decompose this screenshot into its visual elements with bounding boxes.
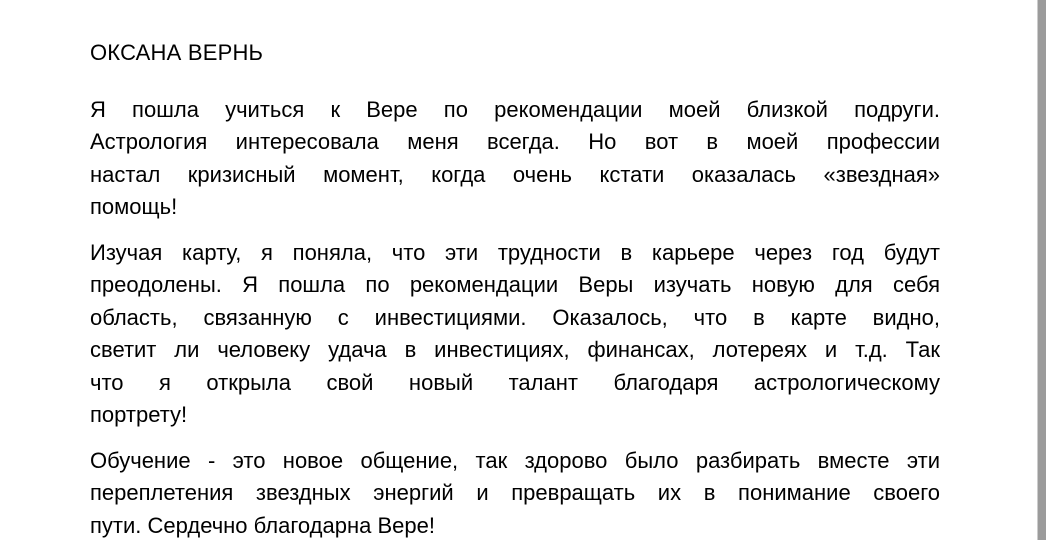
paragraph (90, 445, 940, 540)
text-line: преодолены. Я пошла по рекомендации Веры изучать новую для себя (90, 272, 940, 297)
text-line: помощь! (90, 194, 178, 219)
paragraph (90, 94, 940, 224)
scrollbar-track[interactable] (1037, 0, 1046, 540)
text-line: переплетения звездных энергий и превращать их в понимание своего (90, 480, 940, 505)
paragraph (90, 237, 940, 432)
text-line: Обучение - это новое общение, так здорово было разбирать вместе эти (90, 447, 940, 473)
text-line: пути. Сердечно благодарна Вере! (90, 512, 435, 538)
text-line: область, связанную с инвестициями. Оказалось, что в карте видно, (90, 304, 940, 330)
text-line: светит ли человеку удача в инвестициях, финансах, лотереях и т.д. Так (90, 337, 940, 362)
testimonial-heading: ОКСАНА ВЕРНЬ (90, 40, 264, 65)
testimonial-content (90, 37, 940, 540)
text-line: что я открыла свой новый талант благодаря астрологическому (90, 369, 940, 395)
testimonial-paragraphs (90, 94, 940, 540)
text-line: Изучая карту, я поняла, что эти трудности в карьере через год будут (90, 239, 940, 265)
text-line: Я пошла учиться к Вере по рекомендации моей близкой подруги. (90, 96, 940, 122)
text-line: портрету! (90, 402, 188, 427)
text-line: настал кризисный момент, когда очень кстати оказалась «звездная» (90, 161, 940, 187)
text-line: Астрология интересовала меня всегда. Но вот в моей профессии (90, 129, 940, 154)
